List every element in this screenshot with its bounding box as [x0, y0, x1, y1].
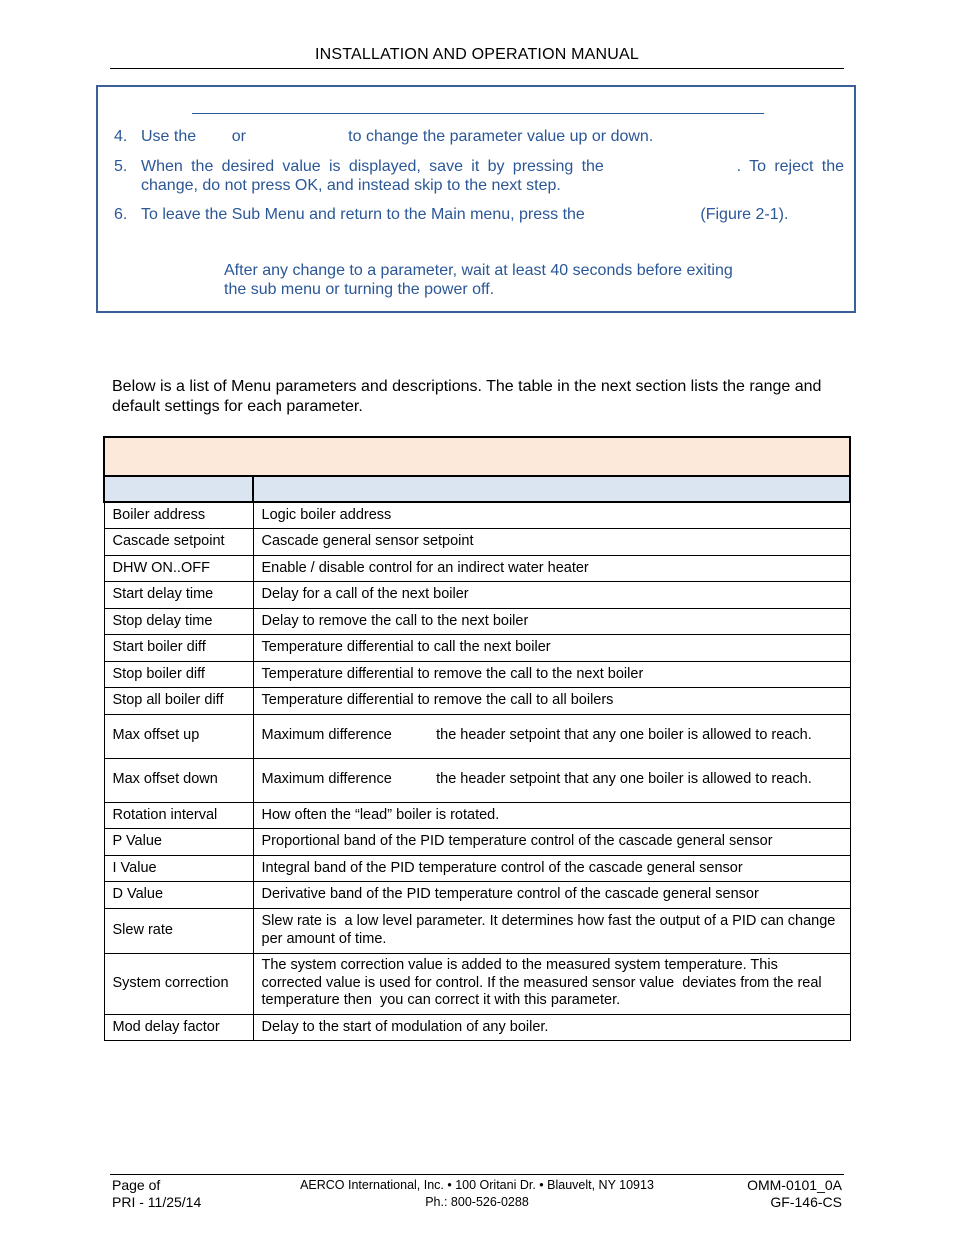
table-row [104, 608, 850, 635]
parameter-description-cell: Maximum difference the header setpoint that any one boiler is allowed to reach. [253, 714, 850, 758]
table-row [104, 855, 850, 882]
table-row [104, 953, 850, 1014]
step-number: 5. [114, 158, 128, 175]
parameter-description-cell: Derivative band of the PID temperature control of the cascade general sensor [253, 882, 850, 909]
menu-parameters-table [103, 436, 851, 1041]
footer-phone: Ph.: 800-526-0288 [425, 1195, 529, 1209]
parameter-description-cell: Delay to remove the call to the next boiler [253, 608, 850, 635]
table-row [104, 555, 850, 582]
procedure-step-5 [114, 157, 844, 197]
footer-doc-number: OMM-0101_0A [747, 1177, 842, 1193]
table-header-cell-parameter [104, 476, 253, 502]
footer-page: Page of [112, 1177, 161, 1193]
table-row [104, 758, 850, 802]
procedure-note: After any change to a parameter, wait at least 40 seconds before exiting the sub menu or turning the power off. [224, 262, 733, 298]
table-row [104, 582, 850, 609]
parameter-description-cell: Slew rate is a low level parameter. It determines how fast the output of a PID can change per amount of time. [253, 908, 850, 953]
parameter-description-cell: The system correction value is added to the measured system temperature. This corrected value is used for control. If the measured sensor value deviates from the real temperature then you can correct it with this parameter. [253, 953, 850, 1014]
parameter-name-cell: DHW ON..OFF [104, 555, 253, 582]
table-row [104, 661, 850, 688]
parameter-name-cell: Max offset up [104, 714, 253, 758]
table-header-cell-description [253, 476, 850, 502]
table-row [104, 714, 850, 758]
parameter-name-cell: Start delay time [104, 582, 253, 609]
parameter-name-cell: P Value [104, 829, 253, 856]
parameter-description-cell: Logic boiler address [253, 502, 850, 529]
table-header-row [104, 476, 850, 502]
parameter-name-cell: Cascade setpoint [104, 529, 253, 556]
parameter-name-cell: Max offset down [104, 758, 253, 802]
table-caption-row [104, 437, 850, 476]
table-row [104, 882, 850, 909]
parameter-description-cell: Proportional band of the PID temperature control of the cascade general sensor [253, 829, 850, 856]
parameter-description-cell: Temperature differential to call the next boiler [253, 635, 850, 662]
parameter-name-cell: Mod delay factor [104, 1014, 253, 1041]
parameter-description-cell: Cascade general sensor setpoint [253, 529, 850, 556]
header-divider [110, 68, 844, 69]
manual-header-title: INSTALLATION AND OPERATION MANUAL [315, 46, 639, 63]
parameter-description-cell: Temperature differential to remove the call to the next boiler [253, 661, 850, 688]
step-text-line-2: change, do not press OK, and instead skip to the next step. [141, 177, 561, 194]
footer-form-number: GF-146-CS [770, 1194, 842, 1210]
parameter-name-cell: I Value [104, 855, 253, 882]
table-row [104, 529, 850, 556]
parameter-description-cell: Maximum difference the header setpoint that any one boiler is allowed to reach. [253, 758, 850, 802]
parameter-name-cell: Stop boiler diff [104, 661, 253, 688]
parameter-name-cell: Slew rate [104, 908, 253, 953]
step-text: Use the or to change the parameter value up or down. [141, 128, 654, 145]
step-text: To leave the Sub Menu and return to the Main menu, press the (Figure 2-1). [141, 206, 789, 223]
step-number: 6. [114, 206, 128, 223]
table-row [104, 502, 850, 529]
table-row [104, 802, 850, 829]
footer-company-address: AERCO International, Inc. • 100 Oritani Dr. • Blauvelt, NY 10913 [300, 1178, 654, 1192]
parameter-description-cell: Delay for a call of the next boiler [253, 582, 850, 609]
procedure-box [96, 85, 856, 313]
table-row [104, 688, 850, 715]
parameter-name-cell: D Value [104, 882, 253, 909]
parameter-description-cell: Temperature differential to remove the call to all boilers [253, 688, 850, 715]
parameter-description-cell: Integral band of the PID temperature control of the cascade general sensor [253, 855, 850, 882]
parameter-name-cell: System correction [104, 953, 253, 1014]
parameter-description-cell: How often the “lead” boiler is rotated. [253, 802, 850, 829]
parameter-name-cell: Stop all boiler diff [104, 688, 253, 715]
table-row [104, 908, 850, 953]
table-row [104, 829, 850, 856]
footer-divider [110, 1174, 844, 1175]
procedure-title-rule [192, 113, 764, 114]
table-row [104, 1014, 850, 1041]
footer-revision: PRI - 11/25/14 [112, 1194, 202, 1210]
parameter-name-cell: Start boiler diff [104, 635, 253, 662]
step-number: 4. [114, 128, 128, 145]
parameter-name-cell: Stop delay time [104, 608, 253, 635]
parameter-name-cell: Rotation interval [104, 802, 253, 829]
parameter-name-cell: Boiler address [104, 502, 253, 529]
step-text-line-1: When the desired value is displayed, save it by pressing the . To reject the [141, 158, 844, 175]
parameter-description-cell: Delay to the start of modulation of any boiler. [253, 1014, 850, 1041]
parameter-description-cell: Enable / disable control for an indirect water heater [253, 555, 850, 582]
table-caption-cell [104, 437, 850, 476]
table-row [104, 635, 850, 662]
intro-paragraph: Below is a list of Menu parameters and descriptions. The table in the next section lists the range and default settings for each parameter. [112, 378, 822, 415]
